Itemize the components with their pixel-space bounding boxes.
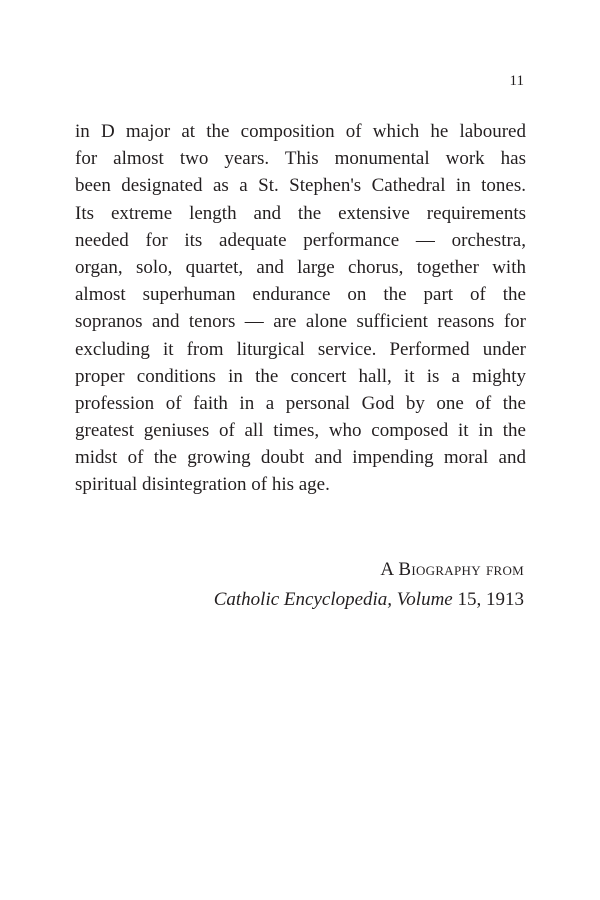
body-paragraph — [75, 118, 526, 499]
body-line: in D major at the composition of which he laboured — [75, 121, 526, 142]
body-line: spiritual disintegration of his age. — [75, 474, 330, 496]
body-line: greatest geniuses of all times, who composed it in the — [75, 420, 526, 442]
page-number: 11 — [509, 73, 524, 89]
body-line: been designated as a St. Stephen's Cathedral in tones. — [75, 175, 526, 197]
publication-year: 1913 — [486, 589, 524, 610]
body-line: sopranos and tenors — are alone sufficient reasons for — [75, 311, 526, 333]
body-line: proper conditions in the concert hall, it is a mighty — [75, 365, 526, 387]
attribution-heading: A Biography from — [380, 559, 524, 580]
body-line: Its extreme length and the extensive requirements — [75, 202, 526, 224]
body-line: organ, solo, quartet, and large chorus, together with — [75, 256, 526, 278]
volume-number: 15 — [457, 589, 477, 610]
body-line: midst of the growing doubt and impending moral and — [75, 447, 526, 469]
body-line: for almost two years. This monumental work has — [75, 148, 526, 170]
body-line: profession of faith in a personal God by one of the — [75, 392, 526, 414]
body-line: almost superhuman endurance on the part of the — [75, 284, 526, 306]
source-title: Catholic Encyclopedia, Volume — [213, 589, 453, 610]
attribution-source: Catholic Encyclopedia, Volume 15, 1913 — [213, 589, 524, 610]
body-line: excluding it from liturgical service. Performed under — [75, 338, 526, 360]
body-line: needed for its adequate performance — orchestra, — [75, 229, 526, 251]
attribution — [214, 555, 524, 615]
